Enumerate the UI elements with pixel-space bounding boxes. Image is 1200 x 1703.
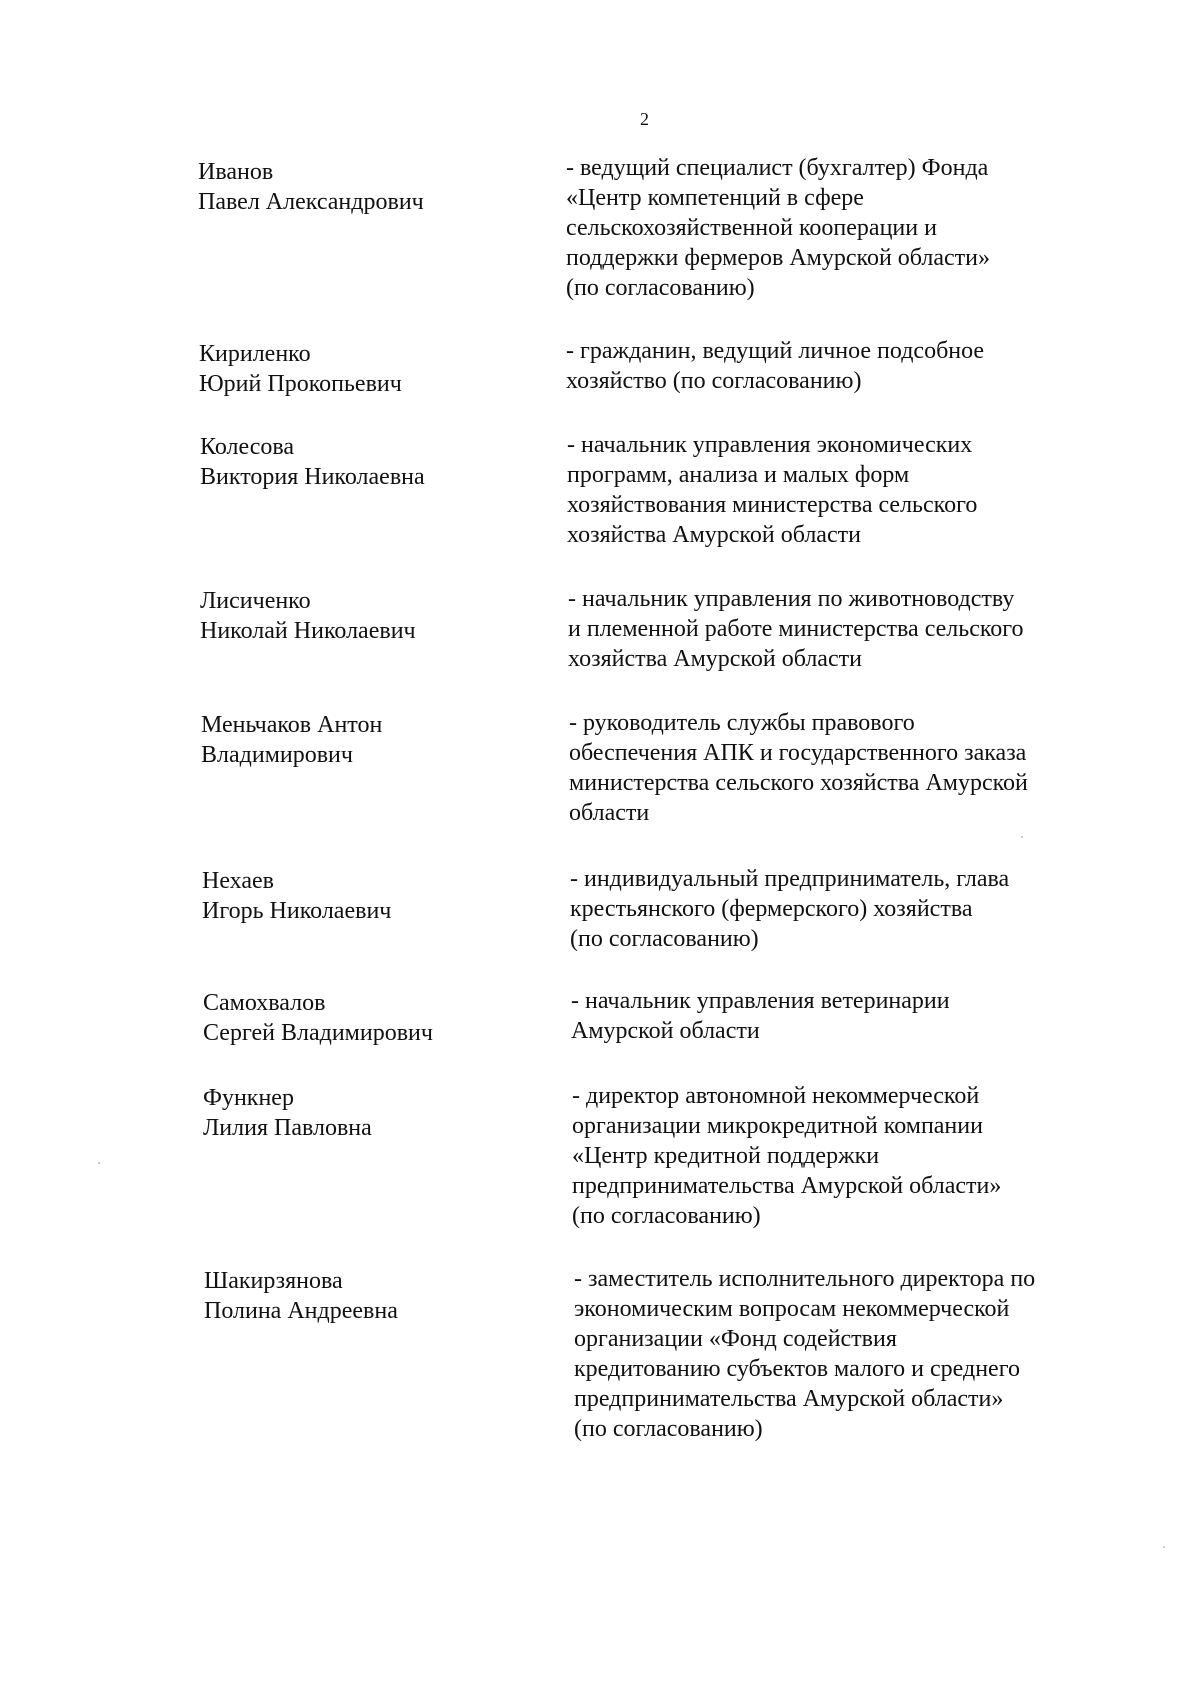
member-surname: Колесова [200,434,295,460]
role-line: крестьянского (фермерского) хозяйства [570,896,973,922]
role-line: - индивидуальный предприниматель, глава [570,866,1010,892]
member-given-name: Лилия Павловна [203,1115,372,1141]
role-line: хозяйство (по согласованию) [566,368,862,394]
role-line: (по согласованию) [572,1203,761,1229]
role-line: сельскохозяйственной кооперации и [566,215,937,241]
member-surname: Иванов [198,159,274,185]
member-role [574,1264,1134,1444]
role-line: (по согласованию) [566,275,755,301]
member-surname: Лисиченко [200,588,311,614]
role-line: - начальник управления ветеринарии [571,988,950,1014]
member-name [203,988,533,1048]
role-line: - директор автономной некоммерческой [572,1083,980,1109]
member-role [566,336,1126,396]
role-line: организации микрокредитной компании [572,1113,983,1139]
role-line: поддержки фермеров Амурской области» [566,245,991,271]
role-line: обеспечения АПК и государственного заказа [569,740,1027,766]
role-line: предпринимательства Амурской области» [574,1386,1004,1412]
role-line: - ведущий специалист (бухгалтер) Фонда [566,155,989,181]
role-line: хозяйства Амурской области [567,522,861,548]
member-given-name: Виктория Николаевна [200,464,425,490]
member-given-name: Павел Александрович [198,189,424,215]
member-role [567,430,1127,550]
role-line: (по согласованию) [574,1416,763,1442]
member-given-name: Юрий Прокопьевич [199,371,402,397]
member-name [202,866,532,926]
role-line: - гражданин, ведущий личное подсобное [566,338,985,364]
member-surname: Нехаев [202,868,274,894]
role-line: - начальник управления экономических [567,432,973,458]
role-line: хозяйствования министерства сельского [567,492,978,518]
member-surname: Функнер [203,1085,294,1111]
role-line: организации «Фонд содействия [574,1326,897,1352]
member-name [203,1083,533,1143]
member-name [200,586,530,646]
member-role [571,986,1131,1046]
role-line: предпринимательства Амурской области» [572,1173,1002,1199]
member-role [566,153,1126,303]
member-role [572,1081,1132,1231]
scan-speck [98,1162,100,1164]
role-line: (по согласованию) [570,926,759,952]
member-surname: Кириленко [199,341,311,367]
role-line: экономическим вопросам некоммерческой [574,1296,1010,1322]
role-line: и племенной работе министерства сельского [568,616,1024,642]
member-given-name: Сергей Владимирович [203,1020,433,1046]
member-name [204,1266,534,1326]
member-role [570,864,1130,954]
member-name [199,339,529,399]
role-line: кредитованию субъектов малого и среднего [574,1356,1020,1382]
role-line: области [569,800,650,826]
role-line: хозяйства Амурской области [568,646,862,672]
member-given-name: Игорь Николаевич [202,898,392,924]
role-line: - начальник управления по животноводству [568,586,1015,612]
role-line: программ, анализа и малых форм [567,462,910,488]
member-surname: Меньчаков Антон [201,712,383,738]
member-given-name: Николай Николаевич [200,618,416,644]
member-name [201,710,531,770]
member-surname: Шакирзянова [204,1268,343,1294]
role-line: «Центр кредитной поддержки [572,1143,880,1169]
member-role [569,708,1129,828]
role-line: - заместитель исполнительного директора по [574,1266,1036,1292]
member-name [198,157,528,217]
member-name [200,432,530,492]
member-given-name: Полина Андреевна [204,1298,398,1324]
scan-speck [1021,836,1023,838]
scan-speck [1163,1546,1165,1548]
role-line: Амурской области [571,1018,760,1044]
member-role [568,584,1128,674]
member-given-name: Владимирович [201,742,353,768]
role-line: «Центр компетенций в сфере [566,185,864,211]
page-number: 2 [640,109,649,129]
role-line: министерства сельского хозяйства Амурской [569,770,1028,796]
role-line: - руководитель службы правового [569,710,915,736]
member-surname: Самохвалов [203,990,326,1016]
